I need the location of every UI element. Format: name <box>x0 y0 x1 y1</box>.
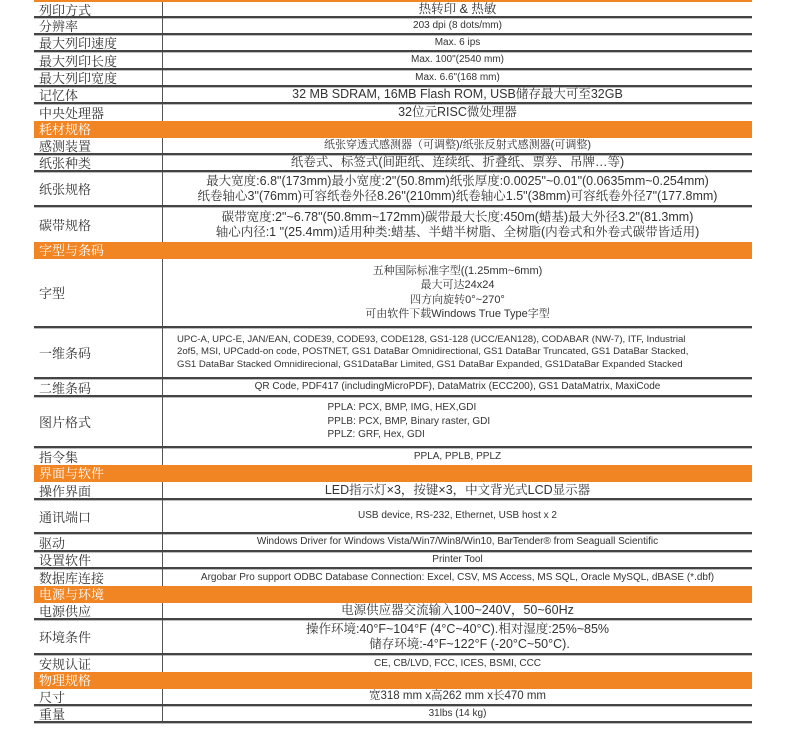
label: 最大列印速度 <box>34 35 163 50</box>
spec-table <box>34 0 752 723</box>
section-header-media: 耗材规格 <box>34 121 752 138</box>
row-ports <box>34 500 752 534</box>
section-header-physical: 物理规格 <box>34 672 752 689</box>
label: 分辨率 <box>34 18 163 33</box>
label: 指令集 <box>34 448 163 465</box>
row-2d-barcodes <box>34 379 752 397</box>
label: 字型 <box>34 259 163 326</box>
value: Windows Driver for Windows Vista/Win7/Win8/Win10, BarTender® from Seaguall Scientific <box>256 536 659 548</box>
row-environment <box>34 620 752 655</box>
label: 图片格式 <box>34 397 163 446</box>
row-max-print-length <box>34 52 752 70</box>
row-command-set <box>34 448 752 465</box>
label: 操作界面 <box>34 482 163 498</box>
label: 重量 <box>34 706 163 721</box>
label: 列印方式 <box>34 2 163 16</box>
row-print-method <box>34 2 752 18</box>
row-ribbon-spec <box>34 207 752 242</box>
label: 设置软件 <box>34 552 163 567</box>
section-header-interface-software: 界面与软件 <box>34 465 752 482</box>
value: LED指示灯×3，按键×3，中文背光式LCD显示器 <box>324 482 591 497</box>
value: 纸卷式、标签式(间距纸、连续纸、折叠纸、票券、吊牌…等) <box>290 155 625 170</box>
row-fonts <box>34 259 752 328</box>
row-memory <box>34 87 752 104</box>
row-driver <box>34 534 752 552</box>
section-header-fonts-barcodes: 字型与条码 <box>34 242 752 259</box>
value: 碳带宽度:2"~6.78"(50.8mm~172mm)碳带最大长度:450m(蜡基)最大外径3.2"(81.3mm) 轴心内径:1 "(25.4mm)适用种类:蜡基、半蜡半树脂、全树脂(内卷式和外卷式碳带皆适用) <box>215 210 700 239</box>
value: Argobar Pro support ODBC Database Connection: Excel, CSV, MS Access, MS SQL, Oracle MySQL, dBASE (*.dbf) <box>200 571 715 583</box>
value: Max. 6.6"(168 mm) <box>415 71 500 83</box>
value: CE, CB/LVD, FCC, ICES, BSMI, CCC <box>373 657 542 669</box>
row-setup-software <box>34 552 752 569</box>
label: 通讯端口 <box>34 500 163 532</box>
row-weight <box>34 706 752 723</box>
value: Max. 6 ips <box>434 36 481 48</box>
row-dimensions <box>34 689 752 706</box>
section-header-power-environment: 电源与环境 <box>34 586 752 603</box>
value: 宽318 mm x高262 mm x长470 mm <box>368 689 546 702</box>
row-media-type <box>34 155 752 172</box>
row-database-connection <box>34 569 752 586</box>
value: 31lbs (14 kg) <box>428 707 487 719</box>
value: 32位元RISC微处理器 <box>398 105 517 120</box>
value: PPLA: PCX, BMP, IMG, HEX,GDI PPLB: PCX, BMP, Binary raster, GDI PPLZ: GRF, Hex, GDI <box>327 402 491 441</box>
label: 数据库连接 <box>34 569 163 586</box>
value: Max. 100"(2540 mm) <box>410 54 505 66</box>
label: 记忆体 <box>34 87 163 102</box>
value: 纸张穿透式感测器（可调整)/纸张反射式感测器(可调整) <box>323 139 592 152</box>
row-sensor <box>34 138 752 155</box>
label: 纸张规格 <box>34 172 163 205</box>
label: 最大列印宽度 <box>34 70 163 85</box>
value: 五种国际标准字型((1.25mm~6mm) 最大可达24x24 四方向旋转0°~270° 可由软件下载Windows True Type字型 <box>365 264 550 320</box>
value: QR Code, PDF417 (includingMicroPDF), DataMatrix (ECC200), GS1 DataMatrix, MaxiCode <box>254 381 661 393</box>
label: 碳带规格 <box>34 207 163 242</box>
row-power-supply <box>34 603 752 620</box>
label: 最大列印长度 <box>34 52 163 68</box>
label: 感测装置 <box>34 138 163 153</box>
value: PPLA, PPLB, PPLZ <box>413 450 502 462</box>
value: Printer Tool <box>432 553 483 565</box>
label: 环境条件 <box>34 620 163 653</box>
value: 热转印 & 热敏 <box>418 1 497 16</box>
label: 电源供应 <box>34 603 163 618</box>
row-media-spec <box>34 172 752 207</box>
label: 安规认证 <box>34 655 163 672</box>
value: UPC-A, UPC-E, JAN/EAN, CODE39, CODE93, CODE128, GS1-128 (UCC/EAN128), CODABAR (NW-7), ITF, Industrial 2of5, MSI, UPCadd-on code, POSTNET, GS1 DataBar Omnidirectional, GS1 DataBar Truncated, GS1 DataBar Stacked, GS1 DataBar Stacked Omnidirecional, GS1DataBar Limited, GS1 DataBar Expanded, GS1DataBar Expanded Stacked <box>177 333 689 370</box>
label: 纸张种类 <box>34 155 163 170</box>
value: 操作环境:40°F~104°F (4°C~40°C).相对湿度:25%~85% 储存环境:-4°F~122°F (-20°C~50°C). <box>305 622 610 651</box>
row-1d-barcodes <box>34 328 752 379</box>
label: 二维条码 <box>34 379 163 395</box>
label: 尺寸 <box>34 689 163 704</box>
row-operation-interface <box>34 482 752 500</box>
row-graphics <box>34 397 752 448</box>
label: 一维条码 <box>34 328 163 377</box>
value: 203 dpi (8 dots/mm) <box>413 19 502 31</box>
value: USB device, RS-232, Ethernet, USB host x 2 <box>358 510 557 522</box>
value: 32 MB SDRAM, 16MB Flash ROM, USB储存最大可至32GB <box>292 87 623 102</box>
label: 驱动 <box>34 534 163 550</box>
row-resolution <box>34 18 752 35</box>
row-cpu <box>34 104 752 121</box>
row-max-print-speed <box>34 35 752 52</box>
value: 最大宽度:6.8"(173mm)最小宽度:2"(50.8mm)纸张厚度:0.0025"~0.01"(0.0635mm~0.254mm) 纸卷轴心3"(76mm)可容纸卷外径8.26"(210mm)纸卷轴心1.5"(38mm)可容纸卷外径7"(177.8mm) <box>197 174 718 203</box>
row-max-print-width <box>34 70 752 87</box>
label: 中央处理器 <box>34 104 163 121</box>
value: 电源供应器交流输入100~240V，50~60Hz <box>341 603 574 618</box>
row-certifications <box>34 655 752 672</box>
